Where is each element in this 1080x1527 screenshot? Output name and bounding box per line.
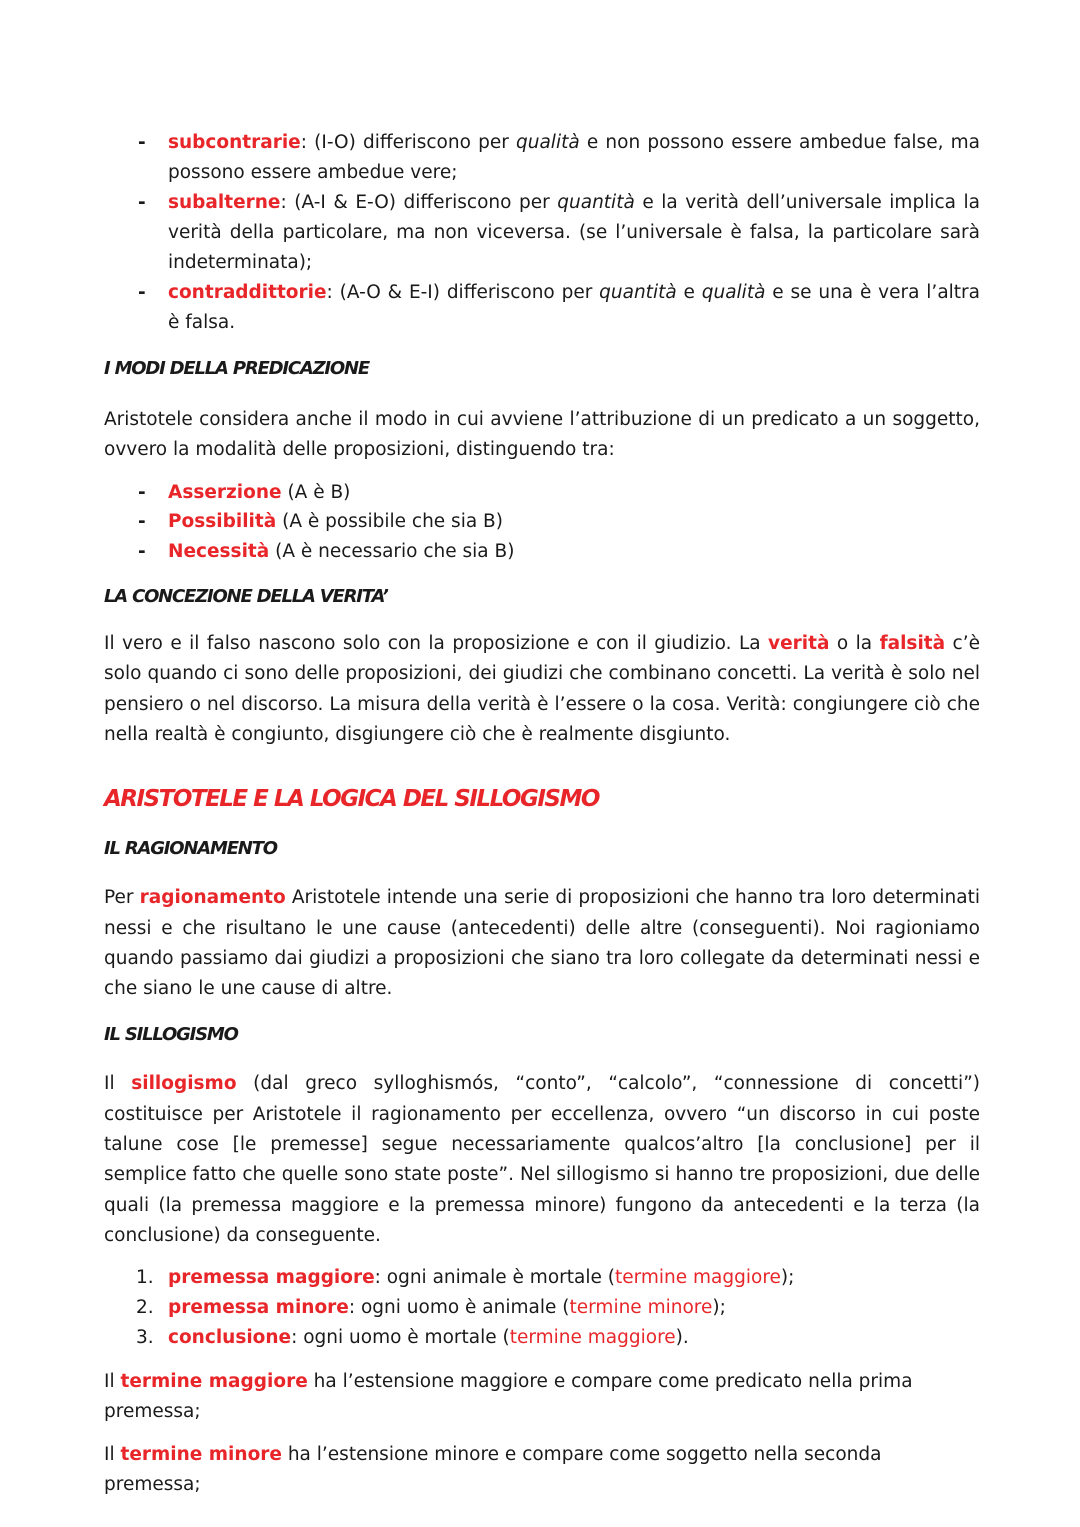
- term-red: termine maggiore: [614, 1267, 781, 1289]
- paragraph-text: ha l’estensione maggiore e compare come predicato nella prima premessa;: [104, 1371, 913, 1423]
- list-item: [104, 478, 980, 508]
- term-highlight: premessa maggiore: [168, 1267, 375, 1289]
- emphasis: quantità: [557, 192, 635, 213]
- list-item: [104, 128, 980, 188]
- list-item-text: );: [780, 1267, 795, 1289]
- term-highlight: Asserzione: [168, 481, 282, 503]
- list-item: [104, 1293, 980, 1323]
- list-item-text: : ogni uomo è mortale (: [291, 1327, 510, 1349]
- list-item-text: e la verità dell’universale implica la verità della particolare, ma non viceversa. (se l’universale è falsa, la particolare sarà indeterminata);: [168, 192, 980, 273]
- section-heading-sillogismo: IL SILLOGISMO: [104, 1024, 238, 1046]
- list-item: [104, 1323, 980, 1353]
- list-item: [104, 537, 980, 567]
- paragraph-termine-minore: [104, 1440, 980, 1500]
- list-item-text: ).: [675, 1327, 689, 1349]
- paragraph-text: (dal greco sylloghismós, “conto”, “calcolo”, “connessione di concetti”) costituisce per Aristotele il ragionamento per eccellenza, ovvero “un discorso in cui poste talune cose [le premesse] segue necessariamente qualcos’altro [la conclusione] per il semplice fatto che quelle sono state poste”. Nel sillogismo si hanno tre proposizioni, due delle quali (la premessa maggiore e la premessa minore) fungono da antecedenti e la terza (la conclusione) da conseguente.: [104, 1073, 980, 1246]
- section-heading-verita: LA CONCEZIONE DELLA VERITA’: [104, 586, 388, 608]
- emphasis: qualità: [701, 282, 766, 303]
- list-number: 1.: [136, 1267, 154, 1289]
- term-highlight: termine minore: [120, 1444, 282, 1466]
- list-item: [104, 188, 980, 278]
- list-item-text: e non possono essere ambedue false, ma possono essere ambedue vere;: [168, 132, 980, 183]
- paragraph-text: Il: [104, 1371, 121, 1393]
- paragraph-sillogismo: [104, 1069, 980, 1251]
- document-page: [104, 128, 980, 1500]
- list-item: [104, 1263, 980, 1293]
- paragraph-text: Il vero e il falso nascono solo con la proposizione e con il giudizio. La: [104, 633, 769, 655]
- list-item-text: : ogni uomo è animale (: [348, 1297, 570, 1319]
- paragraph-modi: Aristotele considera anche il modo in cui avviene l’attribuzione di un predicato a un soggetto, ovvero la modalità delle proposizioni, distinguendo tra:: [104, 409, 980, 461]
- paragraph-ragionamento: [104, 883, 980, 1004]
- main-heading: ARISTOTELE E LA LOGICA DEL SILLOGISMO: [104, 786, 599, 813]
- list-item-text: e se una è vera l’altra è falsa.: [168, 282, 980, 333]
- list-item: [104, 278, 980, 338]
- term-highlight: falsità: [879, 633, 946, 655]
- paragraph-verita: [104, 629, 980, 750]
- term-red: termine minore: [569, 1297, 713, 1319]
- term-highlight: verità: [768, 633, 830, 655]
- paragraph-text: Aristotele intende una serie di proposizioni che hanno tra loro determinati nessi e che risultano le une cause (antecedenti) delle altre (conseguenti). Noi ragioniamo quando passiamo dai giudizi a proposizioni che siano tra loro collegate da determinati nessi e che siano le une cause di altre.: [104, 887, 980, 1000]
- emphasis: qualità: [516, 132, 580, 153]
- emphasis: quantità: [599, 282, 677, 303]
- term-highlight: conclusione: [168, 1327, 292, 1349]
- section-heading-ragionamento: IL RAGIONAMENTO: [104, 838, 277, 860]
- list-item-text: (A è B): [281, 481, 351, 503]
- list-item: [104, 507, 980, 537]
- list-item-text: );: [712, 1297, 726, 1319]
- paragraph-text: o la: [829, 633, 880, 655]
- list-item-text: e: [676, 282, 702, 303]
- list-item-text: : (I-O) differiscono per: [300, 132, 516, 153]
- paragraph-termine-maggiore: [104, 1367, 980, 1427]
- list-item-text: : (A-I & E-O) differiscono per: [280, 192, 558, 213]
- modi-list: [104, 478, 980, 567]
- list-item-text: : (A-O & E-I) differiscono per: [326, 282, 600, 303]
- term-highlight: termine maggiore: [120, 1371, 308, 1393]
- relations-list: [104, 128, 980, 338]
- paragraph-text: Per: [104, 887, 140, 909]
- list-item-text: (A è necessario che sia B): [269, 540, 515, 562]
- section-heading-modi: I MODI DELLA PREDICAZIONE: [104, 358, 369, 379]
- term-highlight: contraddittorie: [168, 282, 327, 303]
- term-highlight: sillogismo: [131, 1073, 237, 1095]
- term-highlight: ragionamento: [139, 887, 286, 909]
- list-number: 2.: [136, 1297, 154, 1319]
- paragraph-text: Il: [104, 1073, 132, 1095]
- term-highlight: subalterne: [168, 192, 281, 213]
- paragraph-text: c’è solo quando ci sono delle proposizioni, dei giudizi che combinano concetti. La verità è solo nel pensiero o nel discorso. La misura della verità è l’essere o la cosa. Verità: congiungere ciò che nella realtà è congiunto, disgiungere ciò che è realmente disgiunto.: [104, 633, 980, 745]
- term-highlight: Necessità: [168, 540, 270, 562]
- list-item-text: : ogni animale è mortale (: [374, 1267, 615, 1289]
- list-item-text: (A è possibile che sia B): [276, 511, 503, 533]
- paragraph-text: Il: [104, 1444, 121, 1466]
- sillogismo-list: [104, 1263, 980, 1353]
- paragraph-text: ha l’estensione minore e compare come soggetto nella seconda premessa;: [104, 1444, 882, 1496]
- term-highlight: premessa minore: [168, 1297, 349, 1319]
- term-highlight: subcontrarie: [168, 132, 301, 153]
- term-highlight: Possibilità: [168, 511, 277, 533]
- term-red: termine maggiore: [509, 1327, 676, 1349]
- list-number: 3.: [136, 1327, 154, 1349]
